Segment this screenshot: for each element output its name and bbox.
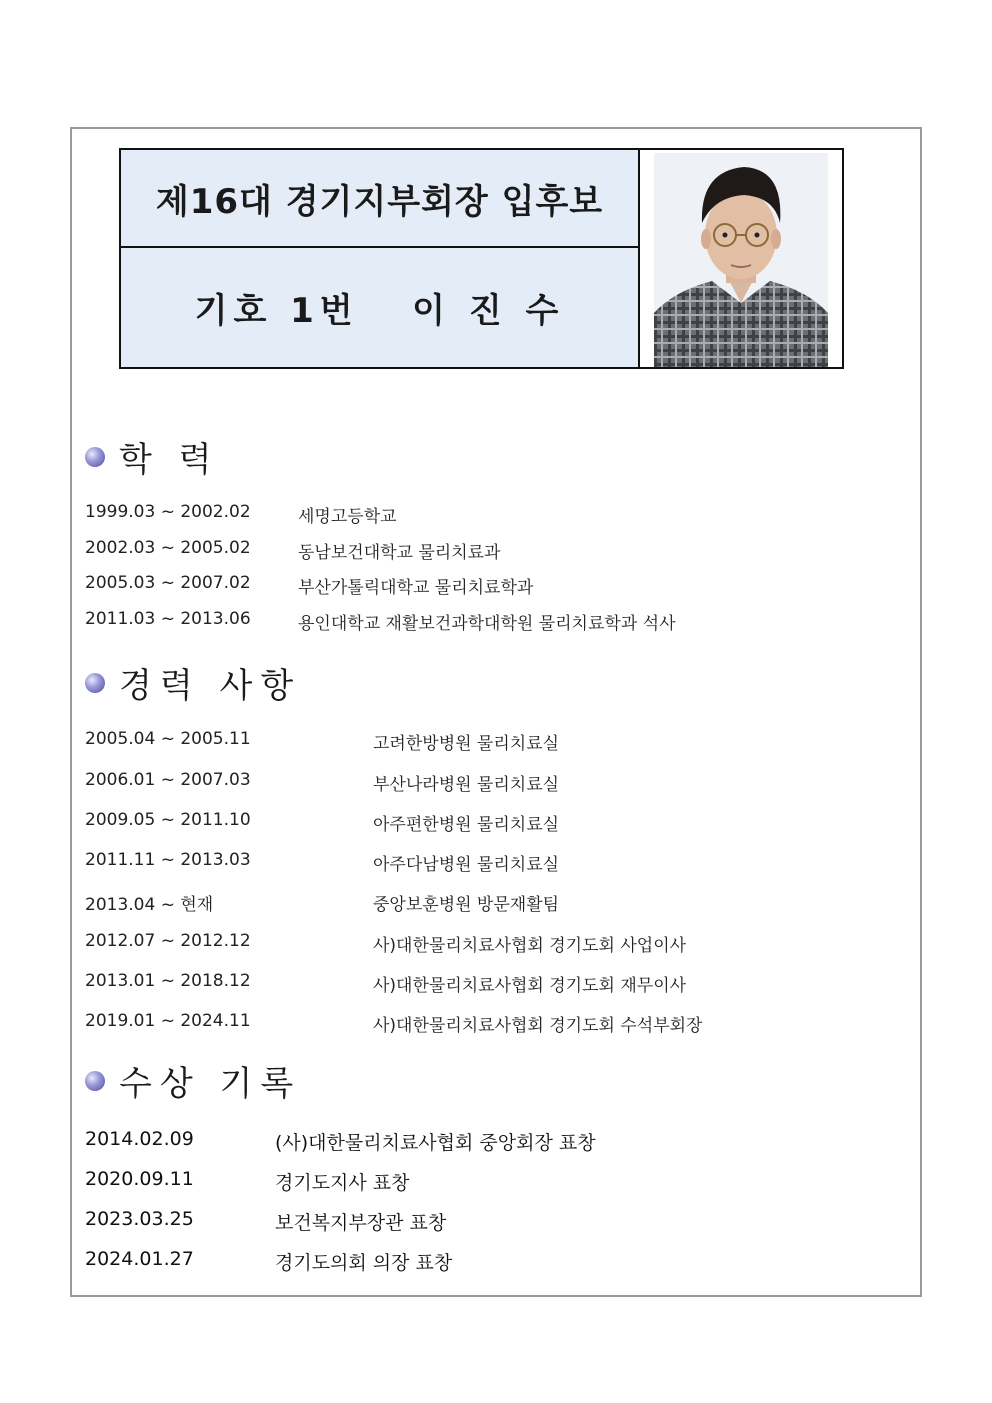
career-period: 2006.01 ~ 2007.03: [85, 770, 251, 790]
career-position: 사)대한물리치료사협회 경기도회 수석부회장: [373, 1016, 703, 1036]
photo-cell: [640, 150, 842, 367]
career-period: 2019.01 ~ 2024.11: [85, 1011, 251, 1031]
portrait-image: [654, 153, 828, 367]
career-period: 2012.07 ~ 2012.12: [85, 931, 251, 951]
education-school: 용인대학교 재활보건과학대학원 물리치료학과 석사: [298, 614, 676, 634]
career-position: 아주편한병원 물리치료실: [373, 815, 560, 835]
career-period: 2013.01 ~ 2018.12: [85, 971, 251, 991]
award-title: 경기도의회 의장 표창: [275, 1252, 453, 1274]
bullet-icon: [85, 673, 105, 693]
award-date: 2020.09.11: [85, 1168, 194, 1190]
award-title: 경기도지사 표창: [275, 1172, 410, 1194]
page-title: 제16대 경기지부회장 입후보: [121, 150, 640, 248]
awards-heading-text: 수상 기록: [119, 1064, 302, 1104]
career-position: 사)대한물리치료사협회 경기도회 재무이사: [373, 976, 687, 996]
career-position: 사)대한물리치료사협회 경기도회 사업이사: [373, 936, 687, 956]
career-position: 고려한방병원 물리치료실: [373, 734, 560, 754]
career-heading-text: 경력 사항: [119, 666, 302, 706]
career-heading: [85, 658, 301, 707]
career-period: 2005.04 ~ 2005.11: [85, 729, 251, 749]
award-title: 보건복지부장관 표창: [275, 1212, 447, 1234]
candidate-name: 기호 1번 이 진 수: [121, 248, 640, 367]
education-period: 1999.03 ~ 2002.02: [85, 502, 251, 522]
education-school: 세명고등학교: [298, 507, 397, 527]
bullet-icon: [85, 1071, 105, 1091]
education-heading: [85, 432, 220, 481]
bullet-icon: [85, 447, 105, 467]
education-school: 부산가톨릭대학교 물리치료학과: [298, 578, 534, 598]
career-period: 2011.11 ~ 2013.03: [85, 850, 251, 870]
education-period: 2011.03 ~ 2013.06: [85, 609, 251, 629]
career-position: 아주다남병원 물리치료실: [373, 855, 560, 875]
career-period: 2013.04 ~ 현재: [85, 895, 214, 915]
award-date: 2024.01.27: [85, 1248, 194, 1270]
candidate-photo: [654, 153, 828, 367]
awards-heading: [85, 1056, 301, 1105]
career-position: 부산나라병원 물리치료실: [373, 775, 560, 795]
award-date: 2014.02.09: [85, 1128, 194, 1150]
career-position: 중앙보훈병원 방문재활팀: [373, 895, 560, 915]
award-row: [85, 1248, 453, 1314]
candidate-header: [119, 148, 844, 369]
award-title: (사)대한물리치료사협회 중앙회장 표창: [275, 1132, 596, 1154]
education-period: 2002.03 ~ 2005.02: [85, 538, 251, 558]
education-period: 2005.03 ~ 2007.02: [85, 573, 251, 593]
award-date: 2023.03.25: [85, 1208, 194, 1230]
career-period: 2009.05 ~ 2011.10: [85, 810, 251, 830]
education-school: 동남보건대학교 물리치료과: [298, 543, 501, 563]
education-heading-text: 학 력: [119, 440, 220, 480]
